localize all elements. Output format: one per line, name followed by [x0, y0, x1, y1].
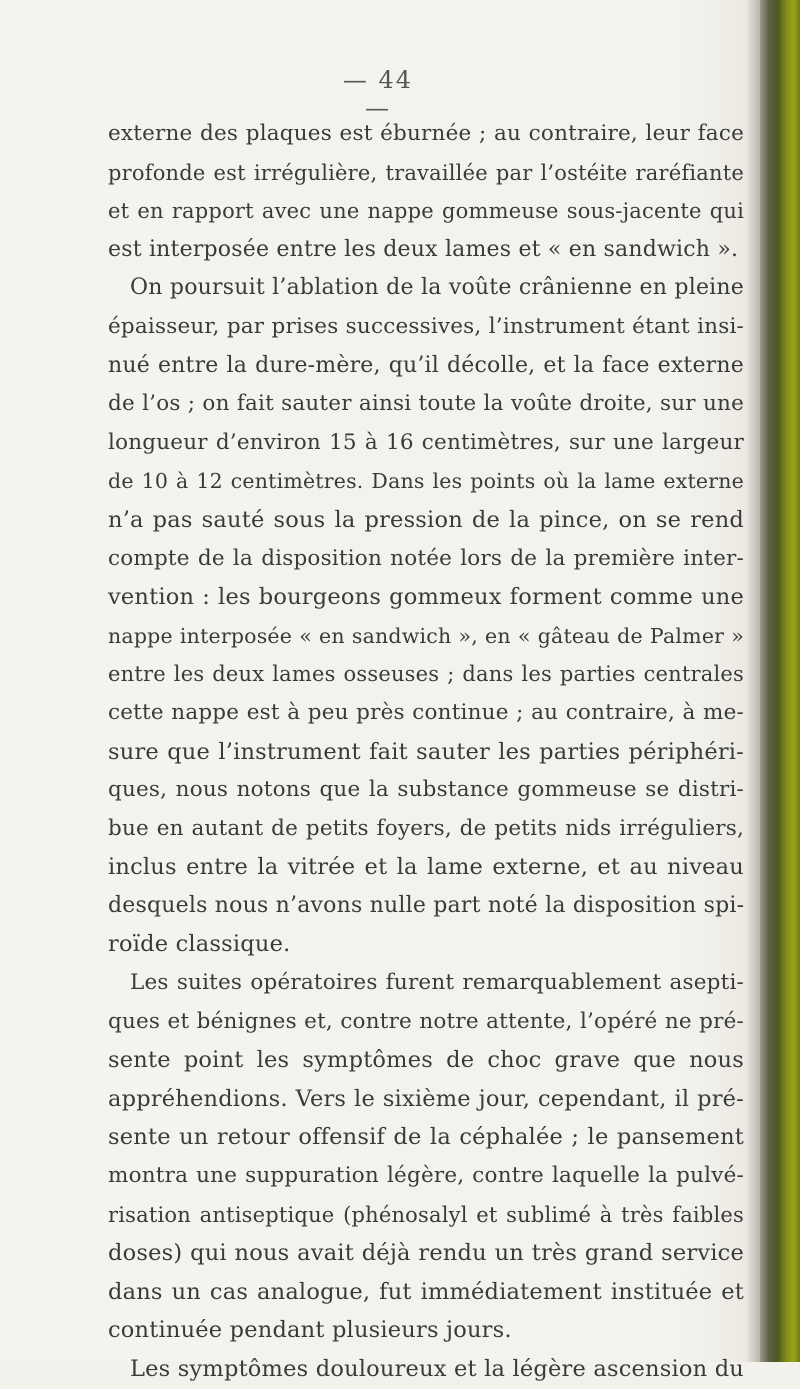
text-line: desquels nous n’avons nulle part noté la disposition spi- — [108, 892, 745, 918]
text-line: sure que l’instrument fait sauter les parties périphéri- — [108, 738, 744, 765]
text-line: de l’os ; on fait sauter ainsi toute la voûte droite, sur une — [108, 391, 744, 417]
text-line: ques et bénignes et, contre notre attente, l’opéré ne pré- — [108, 1008, 744, 1034]
text-line: Les symptômes douloureux et la légère ascension du — [130, 1356, 744, 1382]
text-line: Les suites opératoires furent remarquablement asepti- — [130, 970, 744, 996]
text-line: longueur d’environ 15 à 16 centimètres, sur une largeur — [108, 429, 744, 455]
body-text — [108, 115, 744, 1389]
text-line: cette nappe est à peu près continue ; au contraire, à me- — [108, 699, 744, 725]
text-line: sente point les symptômes de choc grave que nous — [108, 1047, 744, 1074]
text-line: risation antiseptique (phénosalyl et sublimé à très faibles — [108, 1202, 744, 1227]
text-line: nué entre la dure-mère, qu’il décolle, et la face externe — [108, 352, 744, 378]
text-line: inclus entre la vitrée et la lame externe, et au niveau — [108, 854, 744, 881]
page-edge — [760, 0, 800, 1362]
text-line: entre les deux lames osseuses ; dans les parties centrales — [108, 662, 744, 687]
text-line: et en rapport avec une nappe gommeuse sous-jacente qui — [108, 199, 744, 224]
text-line: épaisseur, par prises successives, l’instrument étant insi- — [108, 313, 744, 339]
text-line: dans un cas analogue, fut immédiatement instituée et — [108, 1278, 744, 1305]
text-line: roïde classique. — [108, 931, 291, 958]
text-line: de 10 à 12 centimètres. Dans les points où la lame externe — [108, 469, 744, 494]
text-line: bue en autant de petits foyers, de petits nids irréguliers, — [108, 815, 744, 841]
text-line: montra une suppuration légère, contre laquelle la pulvé- — [108, 1163, 744, 1189]
text-line: continuée pendant plusieurs jours. — [108, 1317, 512, 1344]
page-number: — 44 — — [342, 66, 414, 122]
text-line: appréhendions. Vers le sixième jour, cependant, il pré- — [108, 1085, 744, 1112]
text-line: nappe interposée « en sandwich », en « gâteau de Palmer » — [108, 623, 744, 648]
text-line: sente un retour offensif de la céphalée ; le pansement — [108, 1124, 744, 1151]
text-line: est interposée entre les deux lames et « en sandwich ». — [108, 236, 739, 262]
text-line: doses) qui nous avait déjà rendu un très grand service — [108, 1240, 744, 1267]
text-line: externe des plaques est éburnée ; au contraire, leur face — [108, 121, 744, 146]
text-line: n’a pas sauté sous la pression de la pince, on se rend — [108, 506, 744, 533]
text-line: On poursuit l’ablation de la voûte crânienne en pleine — [130, 275, 744, 301]
text-line: profonde est irrégulière, travaillée par l’ostéite raréfiante — [108, 160, 744, 185]
text-line: vention : les bourgeons gommeux forment comme une — [108, 584, 744, 611]
text-line: compte de la disposition notée lors de la première inter- — [108, 545, 744, 571]
page-edge-shadow — [746, 0, 760, 1362]
text-line: ques, nous notons que la substance gommeuse se distri- — [108, 777, 744, 803]
